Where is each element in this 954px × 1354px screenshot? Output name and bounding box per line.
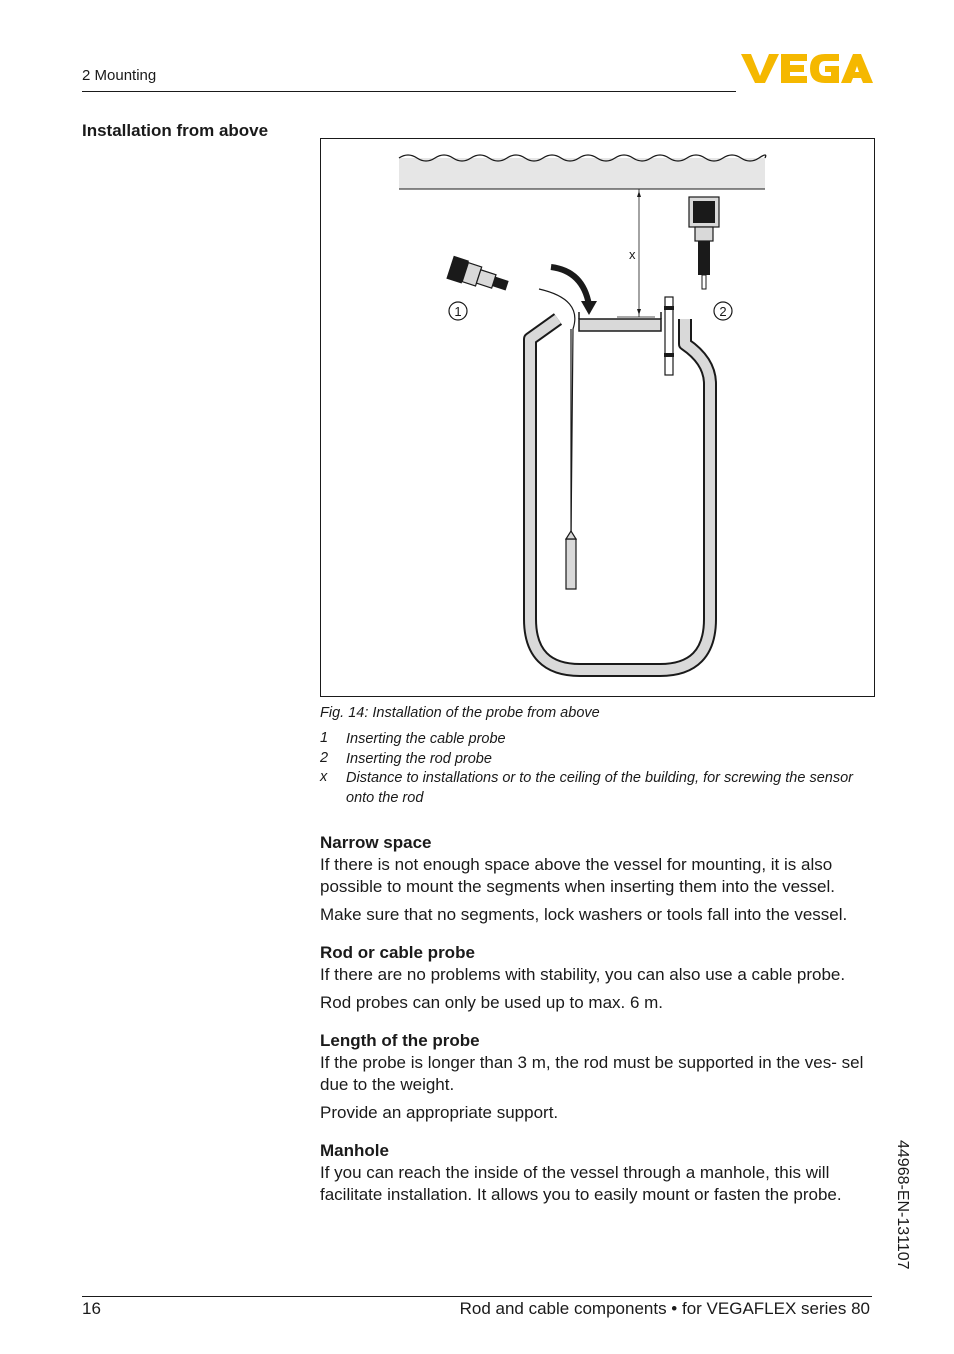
section-heading: Installation from above xyxy=(82,121,269,140)
paragraph: If you can reach the inside of the vessel through a manhole, this will facilitate installation. It allows you to easily mount or fasten the probe. xyxy=(320,1163,842,1204)
vega-logo xyxy=(741,52,873,91)
legend-text: Distance to installations or to the ceiling of the building, for screwing the sensor onto the rod xyxy=(346,770,853,806)
vessel-drawing xyxy=(530,312,710,670)
document-id: 44968-EN-131107 xyxy=(894,1140,911,1270)
paragraph: If the probe is longer than 3 m, the rod must be supported in the ves- sel due to the weight. xyxy=(320,1053,864,1094)
legend-item xyxy=(320,769,860,809)
paragraph: If there are no problems with stability, you can also use a cable probe. xyxy=(320,965,846,984)
marker-2-label: 2 xyxy=(719,304,727,319)
paragraph: Make sure that no segments, lock washers or tools fall into the vessel. xyxy=(320,905,848,924)
ceiling-drawing xyxy=(399,155,766,189)
cable-probe-drawing xyxy=(446,256,597,589)
running-header: 2 Mounting xyxy=(82,67,157,84)
section-title: Manhole xyxy=(320,1141,389,1160)
section-title: Rod or cable probe xyxy=(320,943,475,962)
section-rod-or-cable-probe xyxy=(320,942,876,1014)
header-rule xyxy=(82,91,736,92)
marker-1 xyxy=(449,302,467,320)
section-manhole xyxy=(320,1140,876,1206)
section-title: Length of the probe xyxy=(320,1031,480,1050)
footer-title: Rod and cable components • for VEGAFLEX series 80 xyxy=(459,1299,870,1318)
legend-item xyxy=(320,730,860,750)
section-narrow-space xyxy=(320,832,876,926)
paragraph: Provide an appropriate support. xyxy=(320,1103,559,1122)
legend-item xyxy=(320,750,860,770)
footer-rule xyxy=(82,1296,872,1297)
legend-text: Inserting the rod probe xyxy=(346,751,492,767)
installation-figure xyxy=(320,138,875,697)
legend-key: 1 xyxy=(320,730,329,746)
page-number: 16 xyxy=(82,1299,101,1318)
legend-key: 2 xyxy=(320,750,329,766)
figure-caption: Fig. 14: Installation of the probe from above xyxy=(320,705,600,721)
distance-dimension xyxy=(617,189,655,317)
marker-2 xyxy=(714,302,732,320)
section-title: Narrow space xyxy=(320,833,432,852)
section-length-of-probe xyxy=(320,1030,876,1124)
marker-1-label: 1 xyxy=(454,304,462,319)
legend-key: x xyxy=(320,769,328,785)
paragraph: If there is not enough space above the vessel for mounting, it is also possible to mount the segments when inserting them into the vessel. xyxy=(320,855,836,896)
legend-text: Inserting the cable probe xyxy=(346,731,506,747)
paragraph: Rod probes can only be used up to max. 6 m. xyxy=(320,993,664,1012)
distance-label: x xyxy=(629,247,636,262)
